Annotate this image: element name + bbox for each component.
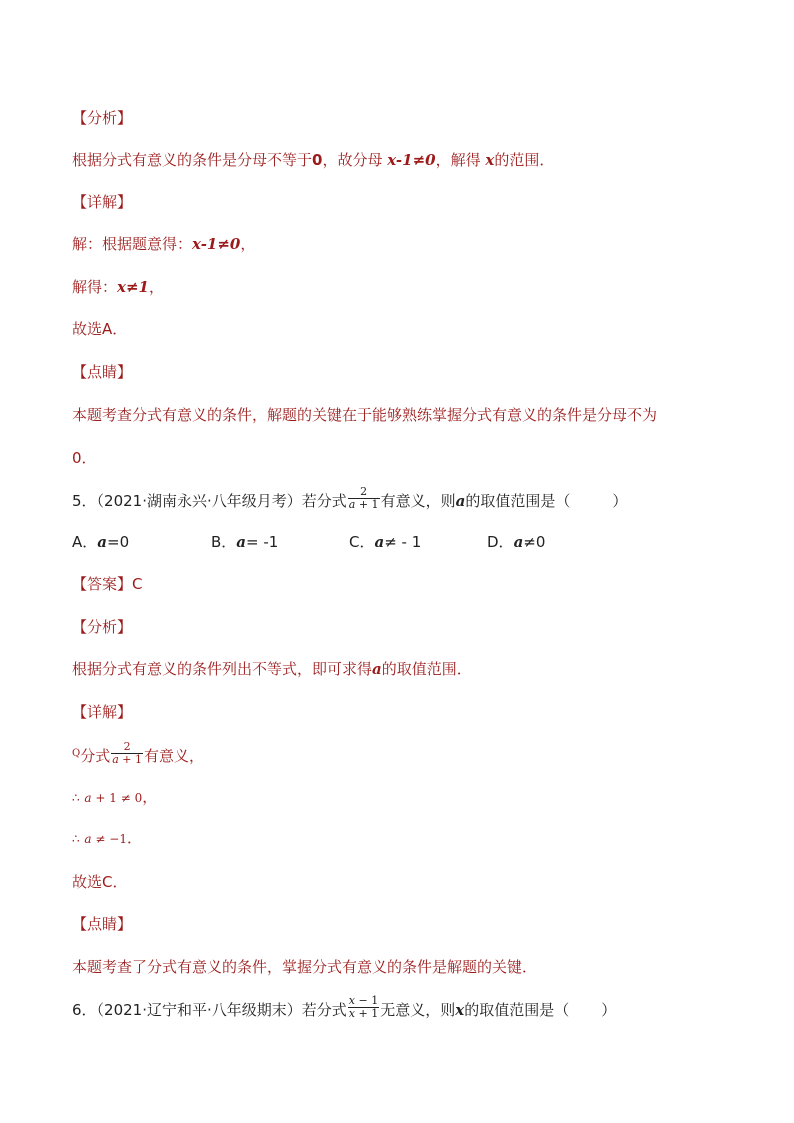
option-a: A．a=0 (72, 533, 130, 551)
solution-line-2-b: ， (148, 278, 164, 296)
q5-choose-answer: 故选C． (72, 873, 128, 891)
option-b: B．a= -1 (211, 533, 279, 551)
q5-detail-fraction-numerator: 2 (111, 741, 143, 754)
question-6-var: x (455, 1001, 465, 1019)
remark-text-line-2: 0． (72, 449, 97, 467)
analysis-label: 【分析】 (72, 109, 133, 127)
analysis-zero: 0 (312, 151, 323, 169)
solution-line-2 (72, 277, 164, 297)
option-d: D．a≠0 (487, 533, 546, 551)
solution-line-2-expr: x≠1 (117, 278, 149, 296)
analysis-text-b: ，故分母 (322, 151, 383, 169)
answer-line (72, 574, 143, 594)
question-5-stem-a: 若分式 (301, 492, 347, 510)
solution-line-1-a: 解：根据题意得： (72, 235, 193, 253)
answer-value: C (132, 575, 143, 593)
analysis-var-x: x (485, 151, 495, 169)
solution-line-1-expr: x-1≠0 (192, 235, 241, 253)
q5-analysis-label: 【分析】 (72, 618, 133, 636)
question-5-fraction-numerator: 2 (348, 486, 380, 499)
question-5-stem-b: 有意义，则 (380, 492, 456, 510)
question-5-number: 5． (72, 492, 97, 510)
q5-remark-label: 【点睛】 (72, 915, 133, 933)
question-6-stem-a: 若分式 (301, 1001, 347, 1019)
question-5-stem-c: 的取值范围是（ (465, 492, 571, 510)
question-6-stem-c: 的取值范围是（ (464, 1001, 570, 1019)
q5-analysis-var: a (372, 660, 382, 678)
question-6-fraction-denominator: x + 1 (348, 1007, 379, 1020)
q5-analysis-text-b: 的取值范围． (381, 660, 472, 678)
analysis-text (72, 150, 554, 170)
q5-analysis-text-a: 根据分式有意义的条件列出不等式，即可求得 (72, 660, 373, 678)
question-6-stem (72, 994, 617, 1023)
analysis-expr: x-1≠0 (387, 151, 436, 169)
question-6-number: 6． (72, 1001, 97, 1019)
question-6-stem-b: 无意义，则 (380, 1001, 456, 1019)
answer-label: 【答案】 (72, 575, 133, 593)
q5-detail-fraction (111, 741, 143, 766)
question-5-source: （2021·湖南永兴·八年级月考） (96, 492, 302, 510)
therefore-symbol: ∴ (72, 791, 80, 805)
choose-answer-1: 故选A． (72, 320, 128, 338)
question-6-fraction-numerator: x − 1 (348, 994, 379, 1007)
question-5-var: a (455, 492, 466, 510)
remark-label: 【点睛】 (72, 363, 133, 381)
q5-detail-line-1 (72, 740, 205, 769)
question-6-fraction (348, 995, 379, 1020)
remark-text-line-1: 本题考查分式有意义的条件，解题的关键在于能够熟练掌握分式有意义的条件是分母不为 (72, 406, 658, 424)
solution-line-2-a: 解得： (72, 278, 118, 296)
because-symbol: Q (72, 748, 81, 759)
question-5-stem-d: ） (612, 492, 628, 510)
q5-detail-line-2-expr: + 1 ≠ 0 (91, 791, 143, 805)
analysis-text-a: 根据分式有意义的条件是分母不等于 (72, 151, 313, 169)
question-5-fraction-denominator: a + 1 (348, 498, 379, 511)
q5-detail-label: 【详解】 (72, 703, 133, 721)
analysis-text-d: 的范围． (494, 151, 555, 169)
q5-detail-line-1-b: 有意义， (144, 747, 205, 765)
option-c: C．a≠ - 1 (349, 533, 422, 551)
analysis-text-c: ，解得 (435, 151, 481, 169)
therefore-symbol-2: ∴ (72, 832, 80, 846)
question-6-source: （2021·辽宁和平·八年级期末） (96, 1001, 302, 1019)
q5-remark-text: 本题考查了分式有意义的条件，掌握分式有意义的条件是解题的关键． (72, 958, 538, 976)
q5-detail-fraction-denominator: a + 1 (112, 753, 142, 766)
q5-detail-line-3-var: a (84, 832, 92, 846)
detail-label: 【详解】 (72, 193, 133, 211)
q5-detail-line-2-end: ， (142, 788, 158, 806)
q5-detail-line-3-expr: ≠ −1 (91, 832, 127, 846)
q5-detail-line-1-a: 分式 (80, 747, 111, 765)
solution-line-1-b: ， (240, 235, 256, 253)
question-5-stem (72, 485, 628, 514)
question-5-options (0, 532, 794, 552)
q5-detail-line-2 (72, 787, 157, 808)
question-6-stem-d: ） (601, 1001, 617, 1019)
q5-detail-line-3-end: ． (126, 829, 142, 847)
question-5-fraction (348, 486, 380, 511)
q5-analysis-text (72, 659, 472, 679)
q5-detail-line-2-var: a (84, 791, 92, 805)
solution-line-1 (72, 234, 255, 254)
q5-detail-line-3 (72, 828, 142, 849)
